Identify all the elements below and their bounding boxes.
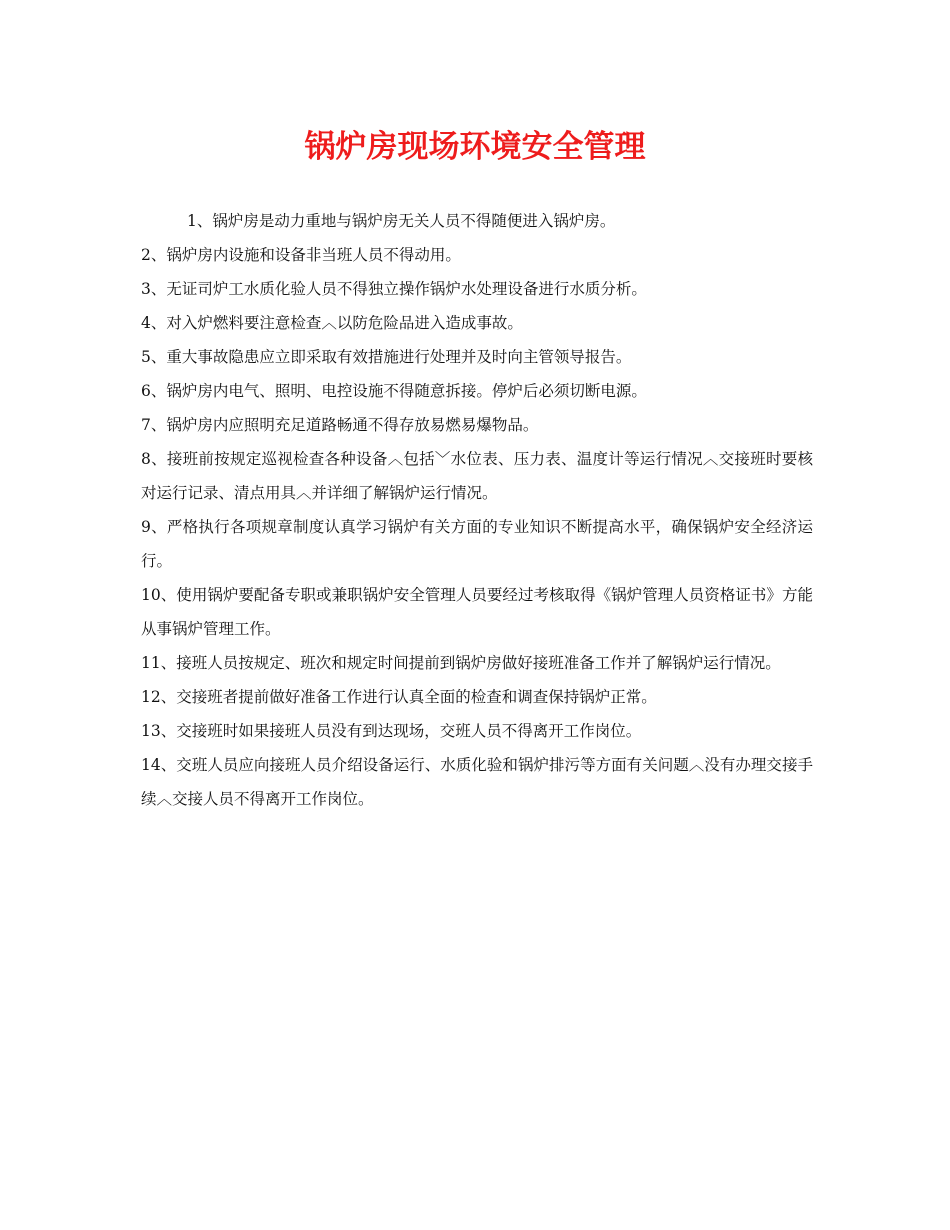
rule-item-12: 12、交接班者提前做好准备工作进行认真全面的检查和调查保持锅炉正常。 [141,688,657,706]
rule-item-14: 14、交班人员应向接班人员介绍设备运行、水质化验和锅炉排污等方面有关问题︿没有办理交接手续︿交接人员不得离开工作岗位。 [141,756,813,808]
rule-item-7: 7、锅炉房内应照明充足道路畅通不得存放易燃易爆物品。 [141,416,539,434]
rule-item-1: 1、锅炉房是动力重地与锅炉房无关人员不得随便进入锅炉房。 [187,212,616,230]
rule-item-11: 11、接班人员按规定、班次和规定时间提前到锅炉房做好接班准备工作并了解锅炉运行情况。 [141,654,781,672]
page-title: 锅炉房现场环境安全管理 [304,129,646,165]
rule-item-4: 4、对入炉燃料要注意检查︿以防危险品进入造成事故。 [141,314,523,332]
rule-item-8: 8、接班前按规定巡视检查各种设备︿包括﹀水位表、压力表、温度计等运行情况︿交接班时要核对运行记录、清点用具︿并详细了解锅炉运行情况。 [141,450,813,502]
rule-item-5: 5、重大事故隐患应立即采取有效措施进行处理并及时向主管领导报告。 [141,348,632,366]
document-body [141,204,813,816]
rule-item-2: 2、锅炉房内设施和设备非当班人员不得动用。 [141,246,461,264]
rule-item-10: 10、使用锅炉要配备专职或兼职锅炉安全管理人员要经过考核取得《锅炉管理人员资格证书》方能从事锅炉管理工作。 [141,586,813,638]
rule-item-13: 13、交接班时如果接班人员没有到达现场，交班人员不得离开工作岗位。 [141,722,642,740]
rule-item-6: 6、锅炉房内电气、照明、电控设施不得随意拆接。停炉后必须切断电源。 [141,382,647,400]
rule-item-9: 9、严格执行各项规章制度认真学习锅炉有关方面的专业知识不断提高水平，确保锅炉安全经济运行。 [141,518,813,570]
rule-item-3: 3、无证司炉工水质化验人员不得独立操作锅炉水处理设备进行水质分析。 [141,280,647,298]
